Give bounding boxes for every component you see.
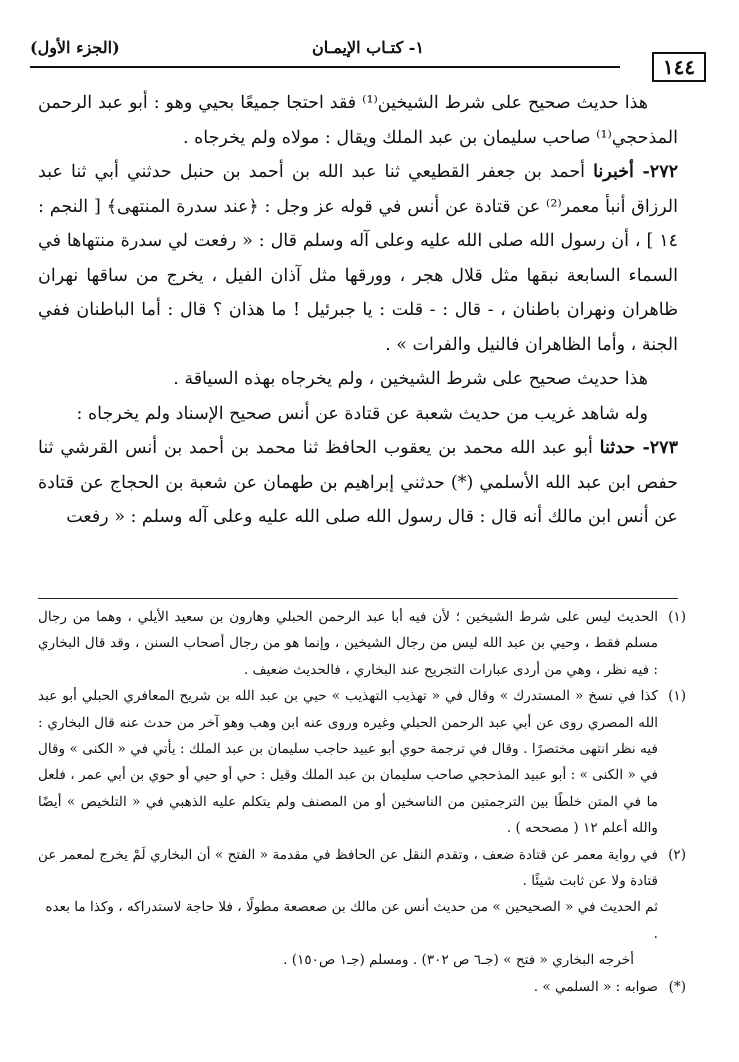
footnotes [38,604,686,1000]
volume-label: (الجزء الأول) [30,38,120,57]
chapter-title: ١- كتـاب الإيمـان [311,38,425,57]
footnote-text: الحديث ليس على شرط الشيخين ؛ لأن فيه أبا عبد الرحمن الحبلي وهارون بن سعيد الأيلي ، وهما من رجال مسلم فقط ، وحيي بن عبد الله ليس من رجال الشيخين ، وإنما هو من رجال أصحاب السنن ، وقد قال البخاري : فيه نظر ، وهي من أردى عبارات التجريح عند البخاري ، فالحديث ضعيف . [38,609,658,678]
footnote-2-reference: أخرجه البخاري « فتح » (جـ٦ ص ٣٠٢) . ومسلم (جـ١ ص١٥٠) . [283,952,634,969]
paragraph-authentication-1: هذا حديث صحيح على شرط الشيخين⁽¹⁾ فقد احتجا جميعًا بحيي وهو : أبو عبد الرحمن المذحجي⁽¹⁾ صاحب سليمان بن عبد الملك ويقال : مولاه ولم يخرجاه . [38,93,678,148]
footnote-1 [38,604,686,683]
footnote-star [38,974,686,1000]
footnote-2 [38,842,686,895]
hadith-272-text: أحمد بن جعفر القطيعي ثنا عبد الله بن أحمد بن حنبل حدثني أبي ثنا عبد الرزاق أنبأ معمر⁽²⁾ عن قتادة عن أنس في قوله عز وجل : ﴿عند سدرة المنتهى﴾ [ النجم : ١٤ ] ، أن رسول الله صلى الله عليه وعلى آله وسلم قال : « رفعت لي سدرة منتهاها في السماء السابعة نبقها مثل قلال هجر ، وورقها مثل آذان الفيل ، يخرج من ساقها نهران ظاهران ونهران باطنان ، - قال : - قلت : يا جبرئيل ! ما هذان ؟ قال : أما الباطنان ففي الجنة ، وأما الظاهران فالنيل والفرات » . [38,162,679,355]
hadith-273-text: أبو عبد الله محمد بن يعقوب الحافظ ثنا محمد بن أحمد بن أنس القرشي ثنا حفص ابن عبد الله الأسلمي (*) حدثني إبراهيم بن طهمان عن شعبة بن الحجاج عن قتادة عن أنس ابن مالك أنه قال : قال رسول الله صلى الله عليه وعلى آله وسلم : « رفعت [38,438,678,527]
hadith-273-number: ٢٧٣- حدثنا [599,438,678,458]
hadith-273 [38,431,678,535]
footnote-text: في رواية معمر عن قتادة ضعف ، وتقدم النقل عن الحافظ في مقدمة « الفتح » أن البخاري لَمْ يخرج لمعمر عن قتادة ولا عن ثابت شيئًا . [38,846,658,890]
footnote-marker: (١) [668,609,686,625]
footnote-marker: (*) [668,978,686,995]
hadith-272-number: ٢٧٢- أخبرنا [593,162,678,182]
footnote-text: كذا في نسخ « المستدرك » وقال في « تهذيب التهذيب » حيي بن عبد الله بن شريح المعافري الحبلي أبو عبد الله المصري روى عن أبي عبد الرحمن الحبلي وغيره وروى عنه ابن وهب وهو آخر من حدث عنه قال البخاري : فيه نظر انتهى مختصرًا . وقال في ترجمة حوي أبو عبيد حاجب سليمان بن عبد الملك : يأتي في « الكنى » وقال في « الكنى » : أبو عبيد المذحجي صاحب سليمان بن عبد الملك وقيل : حي أو حيي أو حوي بن أبي عمر ، فلعل ما في المتن خلطًا بين الترجمتين من الناسخين أو من المصنف ولم يتكلم عليه الذهبي في « التلخيص » أيضًا والله أعلم ١٢ ( مصححه ) . [38,688,658,837]
header-rule [30,66,620,68]
page-number: ١٤٤ [652,52,706,82]
footnote-1b [38,683,686,841]
paragraph-witness: وله شاهد غريب من حديث شعبة عن قتادة عن أنس صحيح الإسناد ولم يخرجاه : [76,403,648,424]
paragraph-authentication-2: هذا حديث صحيح على شرط الشيخين ، ولم يخرجاه بهذه السياقة . [173,369,648,389]
footnote-marker: (١) [668,688,686,705]
footnote-text: صوابه : « السلمي » . [533,978,658,995]
footnote-separator [38,598,678,599]
footnote-2-continuation: ثم الحديث في « الصحيحين » من حديث أنس عن مالك بن صعصعة مطولًا ، فلا حاجة لاستدراكه ، وكذا ما بعده . [45,899,658,942]
hadith-272 [38,155,678,362]
page-header [30,36,706,79]
footnote-marker: (٢) [668,846,686,863]
main-text [38,86,678,535]
